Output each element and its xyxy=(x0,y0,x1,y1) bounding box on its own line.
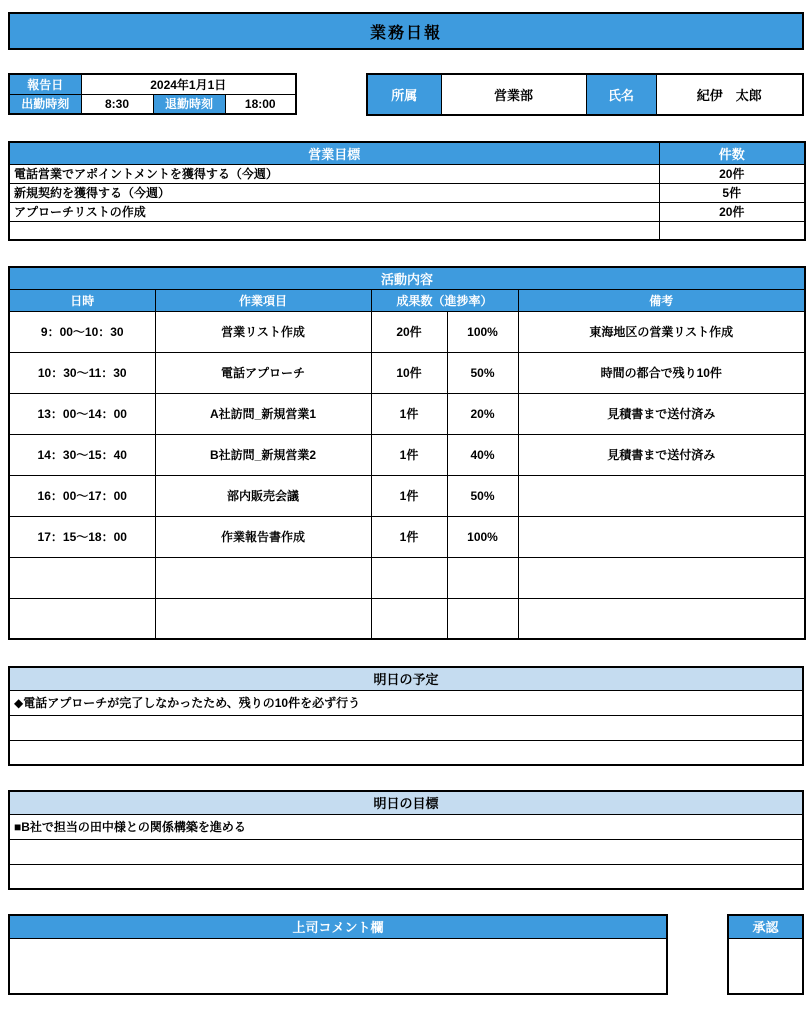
report-title: 業務日報 xyxy=(8,12,804,50)
activity-count: 1件 xyxy=(371,434,447,475)
activity-note xyxy=(518,598,805,639)
activity-task: 部内販売会議 xyxy=(155,475,371,516)
activity-row xyxy=(9,352,805,393)
tomorrow-plan-table xyxy=(8,666,804,766)
activity-time: 9：00～10：30 xyxy=(9,311,155,352)
activity-task xyxy=(155,557,371,598)
activity-row xyxy=(9,598,805,639)
activity-row xyxy=(9,557,805,598)
activity-note: 東海地区の営業リスト作成 xyxy=(518,311,805,352)
supervisor-comment-table xyxy=(8,914,668,995)
activity-progress xyxy=(447,557,518,598)
activity-count: 10件 xyxy=(371,352,447,393)
activity-note: 見積書まで送付済み xyxy=(518,393,805,434)
department-value: 営業部 xyxy=(441,74,586,115)
tomorrow-plan-title: 明日の予定 xyxy=(9,667,803,690)
activity-row xyxy=(9,516,805,557)
report-date-value: 2024年1月1日 xyxy=(81,74,296,94)
goal-count: 5件 xyxy=(659,183,805,202)
activity-progress xyxy=(447,598,518,639)
activity-count: 1件 xyxy=(371,516,447,557)
activity-note: 見積書まで送付済み xyxy=(518,434,805,475)
activity-progress: 20% xyxy=(447,393,518,434)
activity-count: 1件 xyxy=(371,475,447,516)
activity-progress: 100% xyxy=(447,516,518,557)
activity-time xyxy=(9,598,155,639)
sales-goals-title: 営業目標 xyxy=(9,142,659,164)
tomorrow-goal-title: 明日の目標 xyxy=(9,791,803,814)
activities-header-task: 作業項目 xyxy=(155,289,371,311)
tomorrow-goal-row: ■B社で担当の田中様との関係構築を進める xyxy=(9,814,803,839)
report-date-label: 報告日 xyxy=(9,74,81,94)
activities-title: 活動内容 xyxy=(9,267,805,289)
activity-task: 電話アプローチ xyxy=(155,352,371,393)
activity-row xyxy=(9,311,805,352)
activity-note: 時間の都合で残り10件 xyxy=(518,352,805,393)
supervisor-comment-box xyxy=(9,938,667,994)
name-label: 氏名 xyxy=(586,74,656,115)
name-value: 紀伊 太郎 xyxy=(656,74,803,115)
activity-task: A社訪問_新規営業1 xyxy=(155,393,371,434)
clock-out-value: 18:00 xyxy=(225,94,296,114)
activities-table xyxy=(8,266,806,640)
activity-time: 14：30～15：40 xyxy=(9,434,155,475)
sales-goals-count-header: 件数 xyxy=(659,142,805,164)
activity-time: 17：15～18：00 xyxy=(9,516,155,557)
approval-box xyxy=(728,938,803,994)
tomorrow-goal-table xyxy=(8,790,804,890)
activity-task: 営業リスト作成 xyxy=(155,311,371,352)
activity-progress: 40% xyxy=(447,434,518,475)
bottom-row xyxy=(8,914,804,995)
goal-text: アプローチリストの作成 xyxy=(9,202,659,221)
activity-time: 13：00～14：00 xyxy=(9,393,155,434)
activity-note xyxy=(518,557,805,598)
tomorrow-plan-row xyxy=(9,715,803,740)
activity-count: 20件 xyxy=(371,311,447,352)
goal-text: 電話営業でアポイントメントを獲得する（今週） xyxy=(9,164,659,183)
sales-goals-table xyxy=(8,141,806,241)
goal-text: 新規契約を獲得する（今週） xyxy=(9,183,659,202)
info-row xyxy=(8,73,804,116)
activity-task: B社訪問_新規営業2 xyxy=(155,434,371,475)
supervisor-comment-title: 上司コメント欄 xyxy=(9,915,667,938)
activity-time: 10：30～11：30 xyxy=(9,352,155,393)
activity-count: 1件 xyxy=(371,393,447,434)
date-time-table xyxy=(8,73,297,115)
activity-note xyxy=(518,516,805,557)
activity-row xyxy=(9,393,805,434)
activities-header-time: 日時 xyxy=(9,289,155,311)
tomorrow-plan-row: ◆電話アプローチが完了しなかったため、残りの10件を必ず行う xyxy=(9,690,803,715)
clock-out-label: 退勤時刻 xyxy=(153,94,225,114)
approval-title: 承認 xyxy=(728,915,803,938)
activity-note xyxy=(518,475,805,516)
activity-progress: 50% xyxy=(447,352,518,393)
goal-count: 20件 xyxy=(659,202,805,221)
goal-text xyxy=(9,221,659,240)
clock-in-value: 8:30 xyxy=(81,94,153,114)
tomorrow-goal-row xyxy=(9,839,803,864)
department-label: 所属 xyxy=(367,74,441,115)
activity-time: 16：00～17：00 xyxy=(9,475,155,516)
approval-table xyxy=(727,914,804,995)
person-table xyxy=(366,73,804,116)
tomorrow-plan-row xyxy=(9,740,803,765)
activities-header-note: 備考 xyxy=(518,289,805,311)
activity-progress: 50% xyxy=(447,475,518,516)
activity-progress: 100% xyxy=(447,311,518,352)
goal-count xyxy=(659,221,805,240)
daily-report-sheet xyxy=(0,12,812,1036)
clock-in-label: 出勤時刻 xyxy=(9,94,81,114)
activity-row xyxy=(9,434,805,475)
activity-row xyxy=(9,475,805,516)
activity-time xyxy=(9,557,155,598)
activity-task xyxy=(155,598,371,639)
activities-header-result: 成果数（進捗率） xyxy=(371,289,518,311)
activity-task: 作業報告書作成 xyxy=(155,516,371,557)
goal-count: 20件 xyxy=(659,164,805,183)
activity-count xyxy=(371,598,447,639)
activity-count xyxy=(371,557,447,598)
tomorrow-goal-row xyxy=(9,864,803,889)
